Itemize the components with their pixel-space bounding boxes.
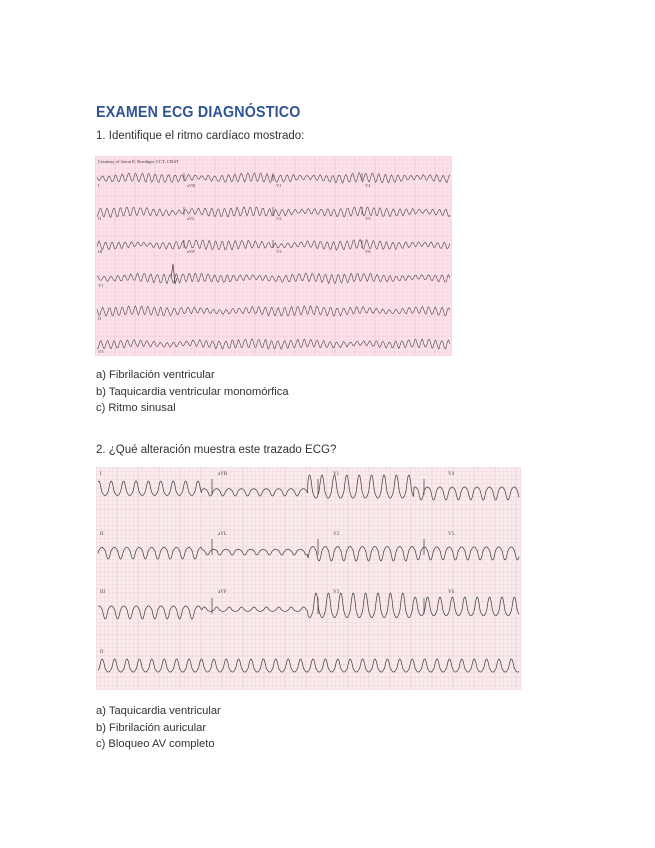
ecg2-lead-label: II	[100, 650, 104, 655]
ecg1-lead-label: V5	[98, 349, 104, 354]
question-1-option-c[interactable]: c) Ritmo sinusal	[96, 402, 176, 414]
ecg2-lead-label: V2	[333, 532, 340, 537]
ecg2-lead-label: V3	[333, 590, 340, 595]
ecg1-lead-label: II	[98, 216, 101, 221]
question-1-text: 1. Identifique el ritmo cardíaco mostrado:	[96, 130, 305, 142]
question-1-options	[96, 367, 289, 417]
ecg-strip-2	[96, 467, 521, 690]
ecg2-lead-label: III	[100, 590, 105, 595]
ecg-strip-2-graphic	[96, 467, 521, 690]
ecg2-lead-label: aVL	[218, 532, 227, 537]
ecg1-lead-label: V6	[365, 249, 371, 254]
ecg1-lead-label: V2	[276, 216, 282, 221]
ecg2-lead-label: V6	[448, 590, 455, 595]
ecg-strip-1-credit: Courtesy of Jason E. Roediger, CCT, CRAT	[98, 159, 179, 164]
ecg1-lead-label: III	[98, 249, 103, 254]
question-1-option-a[interactable]: a) Fibrilación ventricular	[96, 369, 215, 381]
question-2-option-a[interactable]: a) Taquicardia ventricular	[96, 705, 221, 717]
ecg2-lead-label: I	[100, 472, 102, 477]
question-2-options	[96, 703, 221, 753]
ecg1-lead-label: I	[98, 183, 100, 188]
ecg2-lead-label: V1	[333, 472, 340, 477]
ecg1-lead-label: aVR	[187, 183, 196, 188]
ecg1-lead-label: V5	[365, 216, 371, 221]
ecg-strip-1	[95, 156, 452, 356]
ecg1-lead-label: II	[98, 316, 101, 321]
ecg1-lead-label: V3	[276, 249, 282, 254]
ecg2-lead-label: II	[100, 532, 104, 537]
page-title: EXAMEN ECG DIAGNÓSTICO	[96, 104, 301, 121]
ecg2-lead-label: V5	[448, 532, 455, 537]
ecg1-lead-label: V1	[276, 183, 282, 188]
question-2-option-b[interactable]: b) Fibrilación auricular	[96, 721, 207, 734]
ecg2-lead-label: aVR	[218, 472, 228, 477]
ecg1-lead-label: V1	[98, 283, 104, 288]
ecg1-lead-label: aVF	[187, 249, 195, 254]
ecg2-lead-label: V4	[448, 472, 455, 477]
question-2-option-c[interactable]: c) Bloqueo AV completo	[96, 738, 215, 750]
ecg2-lead-label: aVF	[218, 590, 227, 595]
question-1-option-b[interactable]: b) Taquicardia ventricular monomórfica	[96, 385, 289, 398]
ecg1-lead-label: aVL	[187, 216, 195, 221]
ecg1-lead-label: V4	[365, 183, 371, 188]
question-2-text: 2. ¿Qué alteración muestra este trazado ECG?	[96, 444, 337, 456]
ecg-strip-1-graphic	[95, 156, 452, 356]
